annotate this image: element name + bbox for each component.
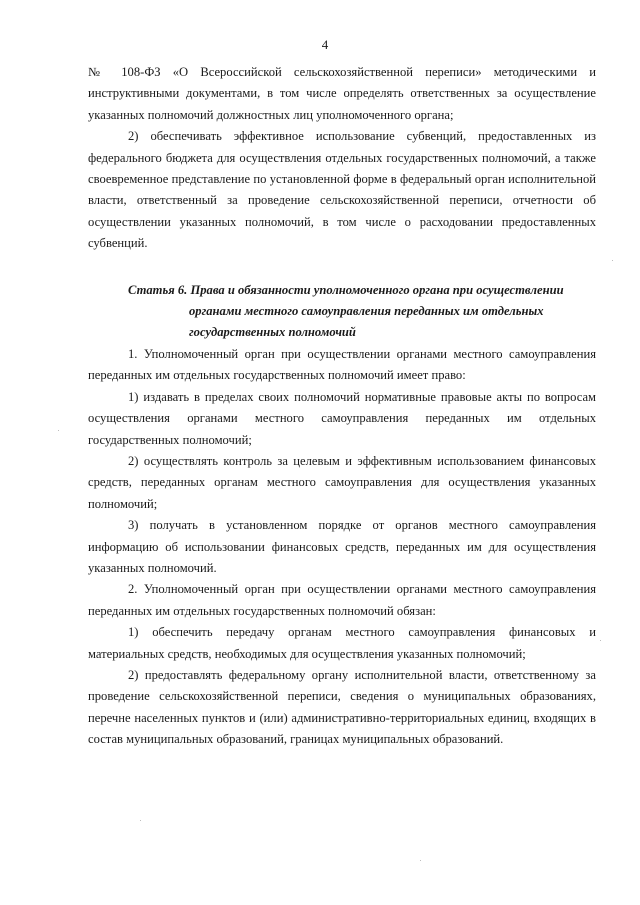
document-body — [88, 62, 596, 751]
paragraph-duty-1: 1) обеспечить передачу органам местного самоуправления финансовых и материальных средств, необходимых для осуществления указанных полномочий; — [88, 625, 596, 661]
paragraph-section-2: 2. Уполномоченный орган при осуществлении органами местного самоуправления переданных им отдельных государственных полномочий обязан: — [88, 582, 596, 618]
paragraph-right-3: 3) получать в установленном порядке от органов местного самоуправления информацию об использовании финансовых средств, переданных им для осуществления указанных полномочий. — [88, 518, 596, 575]
article-heading — [88, 280, 596, 344]
article-heading-line-1: Статья 6. Права и обязанности уполномоченного органа при осуществлении — [128, 282, 564, 297]
scan-speck — [140, 820, 141, 821]
paragraph-section-1: 1. Уполномоченный орган при осуществлении органами местного самоуправления переданных им отдельных государственных полномочий имеет право: — [88, 346, 596, 383]
scan-speck — [58, 430, 59, 431]
article-heading-line-2: органами местного самоуправления переданных им отдельных — [189, 304, 544, 319]
paragraph-right-2: 2) осуществлять контроль за целевым и эффективным использованием финансовых средств, переданных органам местного самоуправления для осуществления указанных полномочий; — [88, 453, 596, 511]
article-heading-line-3: государственных полномочий — [189, 325, 356, 340]
paragraph-right-1: 1) издавать в пределах своих полномочий нормативные правовые акты по вопросам осуществления органами местного самоуправления переданных им отдельных государственных полномочий; — [88, 389, 596, 447]
scan-speck — [612, 260, 613, 261]
page-number: 4 — [321, 37, 329, 52]
paragraph-continued: № 108-ФЗ «О Всероссийской сельскохозяйственной переписи» методическими и инструктивными документами, в том числе определять ответственных за осуществление указанных полномочий должностных лиц уполномоченного органа; — [88, 65, 596, 122]
scan-speck — [420, 860, 421, 861]
paragraph-item-2: 2) обеспечивать эффективное использование субвенций, предоставленных из федерального бюджета для осуществления отдельных государственных полномочий, а также своевременное представление по установленной форме в федеральный орган исполнительной власти, ответственный за проведение сельскохозяйственной переписи, отчетности об осуществлении указанных полномочий, в том числе о расходовании предоставленных субвенций. — [88, 129, 596, 251]
paragraph-duty-2: 2) предоставлять федеральному органу исполнительной власти, ответственному за проведение сельскохозяйственной переписи, сведения о муниципальных образованиях, перечне населенных пунктов и (или) административно-территориальных единиц, входящих в состав муниципальных образований, границах муниципальных образований. — [88, 667, 596, 747]
scan-speck — [600, 640, 601, 641]
